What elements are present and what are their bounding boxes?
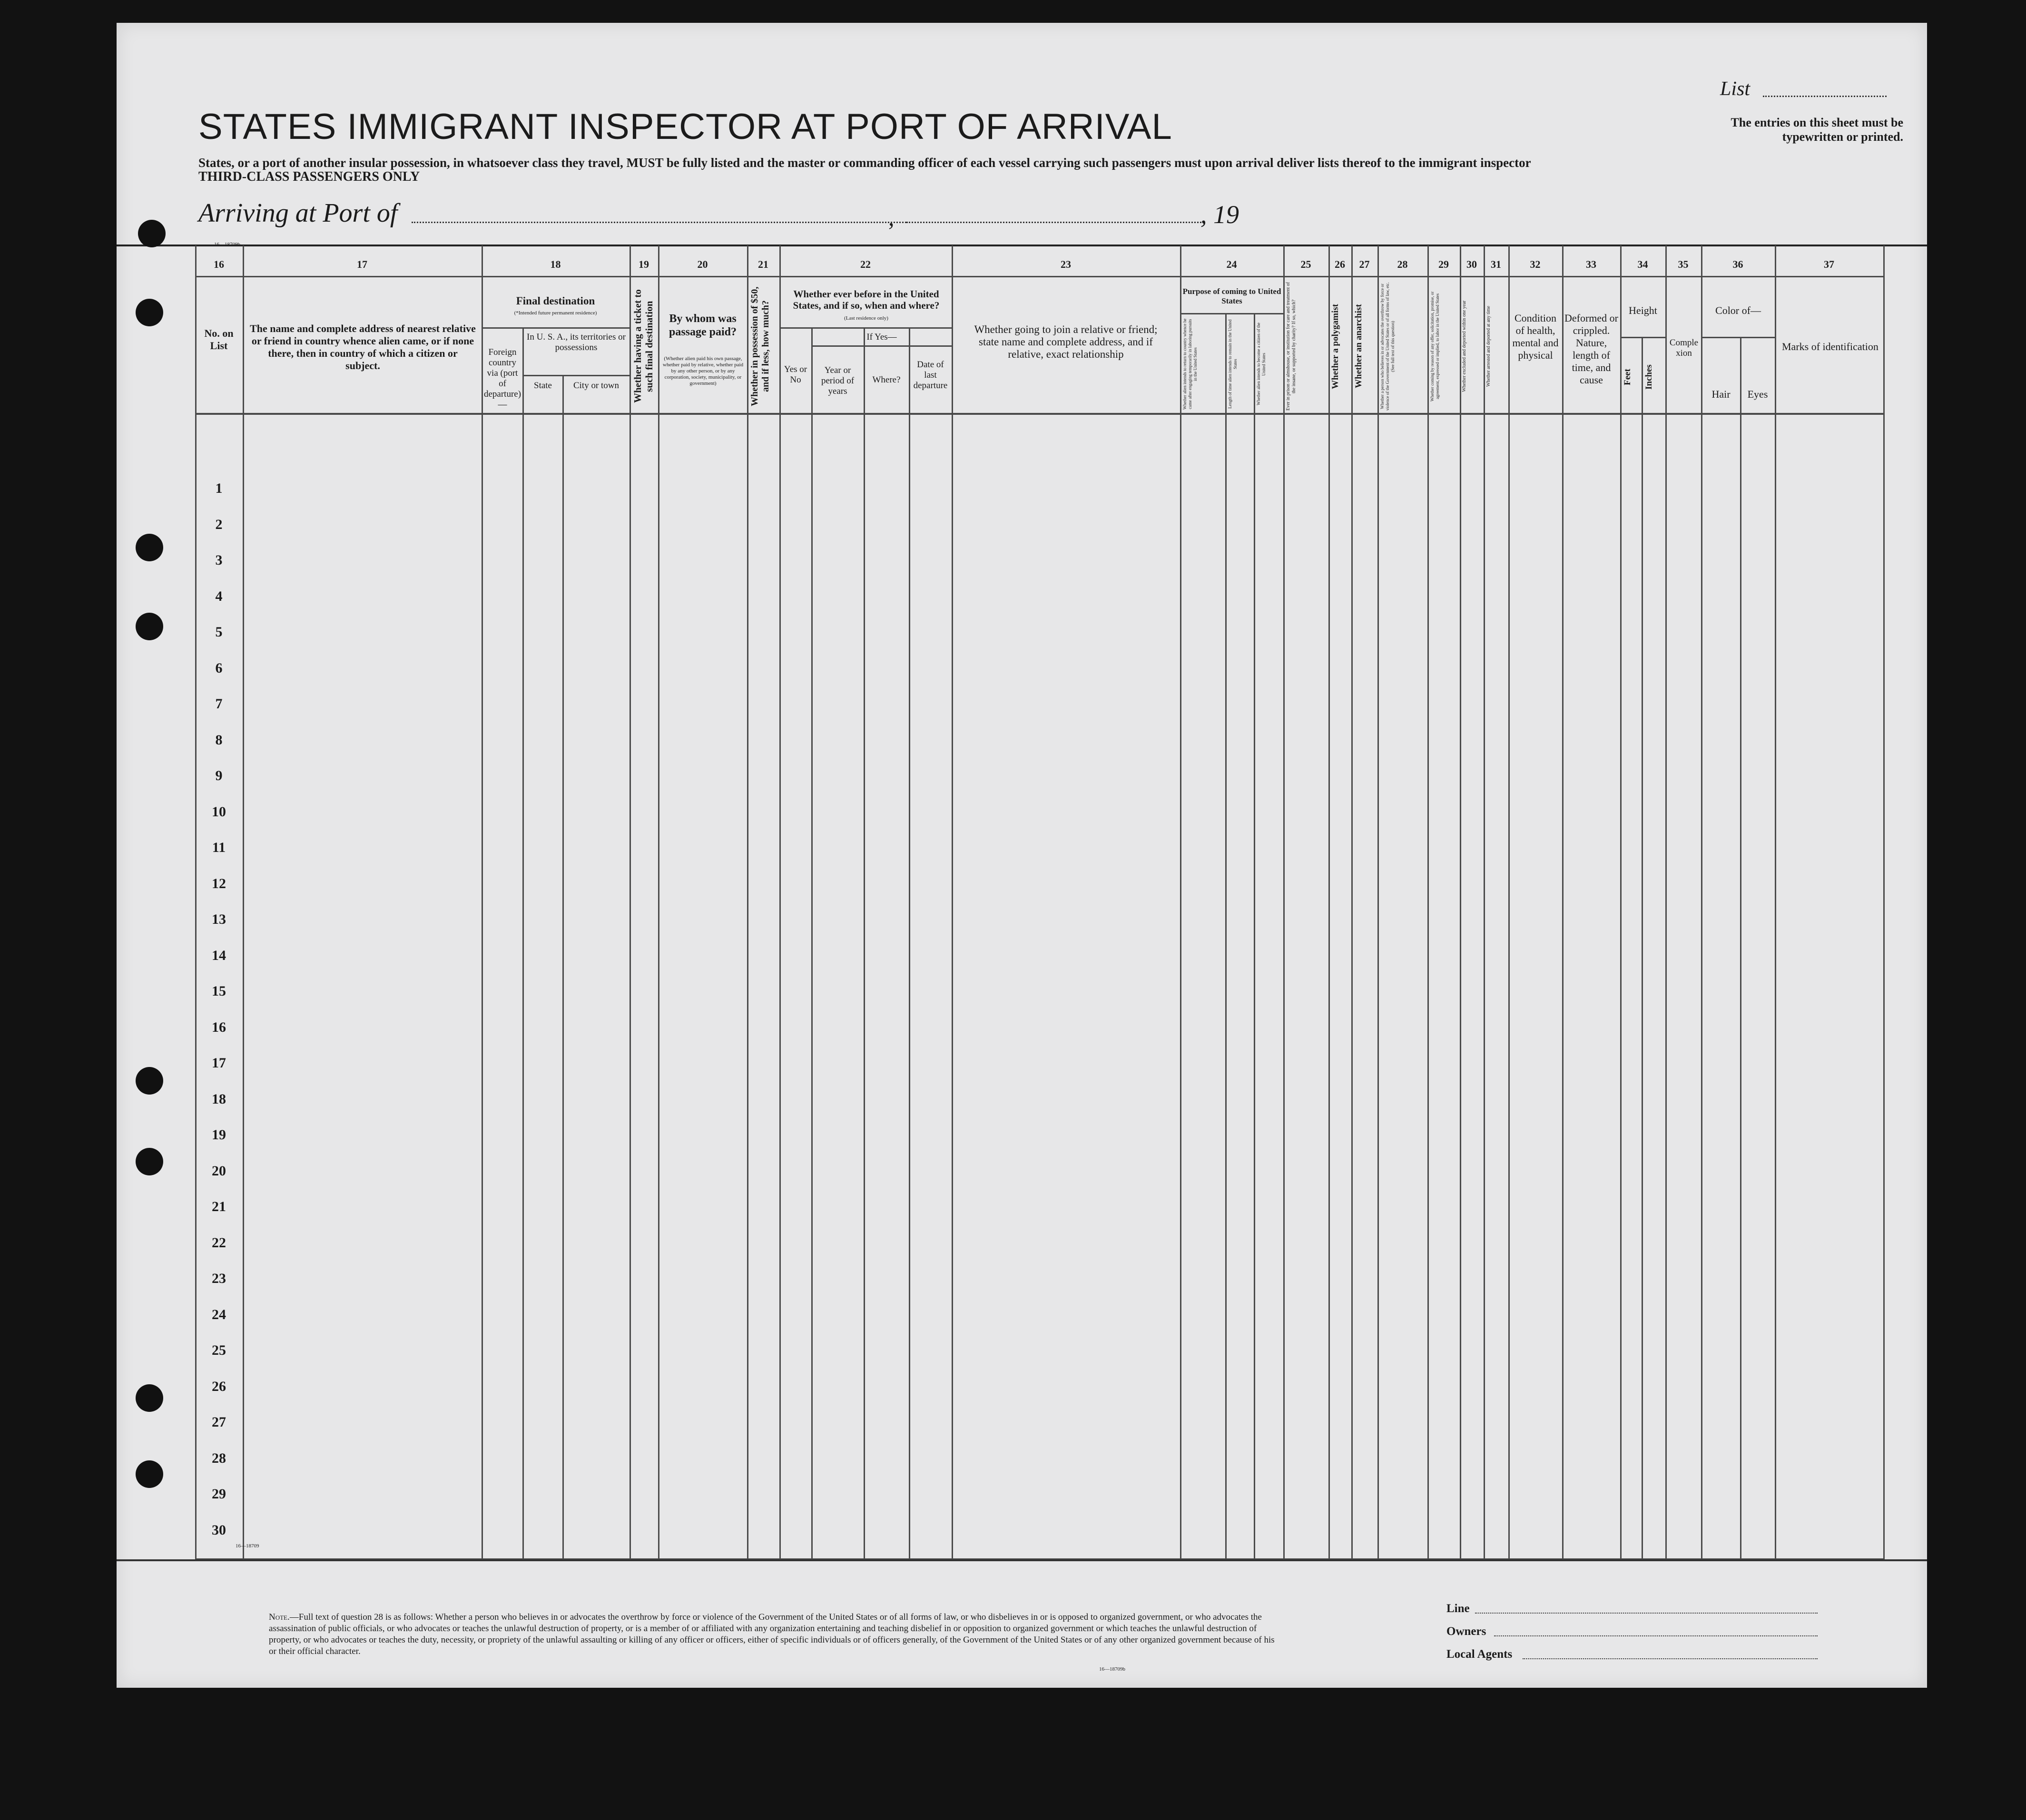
col31-header: Whether arrested and deported at any time xyxy=(1486,306,1491,387)
owners-field[interactable]: Owners xyxy=(1446,1625,1818,1638)
entries-note: The entries on this sheet must be typewritten or printed. xyxy=(1731,116,1903,144)
col35-header: Complexion xyxy=(1669,338,1699,358)
local-agents-field[interactable]: Local Agents xyxy=(1446,1648,1818,1661)
row-number: 6 xyxy=(215,660,223,676)
binder-hole xyxy=(136,1460,163,1488)
form-code-bottom: 16—18709 xyxy=(236,1543,259,1549)
row-number: 11 xyxy=(212,840,226,855)
row-number: 26 xyxy=(212,1378,226,1394)
col20-title: By whom was passage paid? xyxy=(669,313,737,338)
list-field[interactable] xyxy=(1720,78,1906,100)
col25-header: Ever in prison or almshouse, or institution for care and treatment of the insane, or supported by charity? If so, which? xyxy=(1286,282,1297,411)
col18-title: Final destination xyxy=(516,295,595,307)
col22-sub: (Last residence only) xyxy=(844,315,888,321)
col22-year: Year or period of years xyxy=(821,365,855,396)
row-number: 2 xyxy=(215,516,223,532)
binder-hole xyxy=(136,1067,163,1095)
col32-header: Condition of health, mental and physical xyxy=(1512,312,1559,361)
row-number: 18 xyxy=(212,1091,226,1107)
row-number: 7 xyxy=(215,696,223,712)
binder-hole xyxy=(136,1384,163,1412)
col26-header: Whether a polygamist xyxy=(1330,303,1340,389)
row-number: 9 xyxy=(215,768,223,783)
col34-inches: Inches xyxy=(1644,364,1654,390)
col24-c: Whether alien intends to become a citizen of the United States xyxy=(1256,323,1266,406)
instructions-text: States, or a port of another insular possession, in whatsoever class they travel, MUST be fully listed and the master or commanding officer of each vessel carrying such passengers must upon arrival deliver lists thereof to the immigrant inspector xyxy=(198,156,1531,170)
row-number: 16 xyxy=(212,1019,226,1035)
col28-header: Whether a person who believes in or advocates the overthrow by force or violence of the Government of the United States or of all forms of law, etc. (See full text of this question) xyxy=(1380,282,1395,411)
arrival-date-field[interactable] xyxy=(906,222,1201,223)
col34-feet: Feet xyxy=(1623,369,1633,386)
row-number: 1 xyxy=(215,480,223,496)
row-number: 19 xyxy=(212,1127,226,1143)
row-number: 5 xyxy=(215,624,223,640)
col22-yesno: Yes or No xyxy=(784,364,807,385)
binder-hole xyxy=(136,534,163,561)
row-number: 15 xyxy=(212,983,226,999)
col17-header: The name and complete address of nearest relative or friend in country whence alien came, or if none there, then in country of which a citizen or subject. xyxy=(250,323,476,372)
form-title: STATES IMMIGRANT INSPECTOR AT PORT OF ARRIVAL xyxy=(198,107,1172,147)
binder-hole xyxy=(136,1148,163,1175)
row-number: 23 xyxy=(212,1271,226,1286)
col16-header: No. on List xyxy=(204,327,234,352)
line-field[interactable]: Line xyxy=(1446,1602,1818,1615)
col22-title: Whether ever before in the United States, and if so, when and where? xyxy=(793,288,940,311)
binder-hole xyxy=(138,220,166,247)
col19-header: Whether having a ticket to such final destination xyxy=(632,289,655,403)
row-number: 14 xyxy=(212,947,226,963)
col24-title: Purpose of coming to United States xyxy=(1182,287,1281,305)
row-number: 13 xyxy=(212,911,226,927)
binder-hole xyxy=(136,299,163,326)
note-label: Note. xyxy=(269,1612,290,1622)
col18-state: State xyxy=(534,381,552,391)
col29-header: Whether coming by reason of any offer, solicitation, promise, or agreement, expressed or implied, to labor in the United States xyxy=(1430,291,1440,401)
row-number: 8 xyxy=(215,732,223,748)
note-text: —Full text of question 28 is as follows: Whether a person who believes in or advocates the overthrow by force or violence of the Government of the United States or of all forms of law, or who disbelieves in or is opposed to organized government, or who advocates the assassination of public officials, or who advocates or teaches the unlawful destruction of property, or is a member of or affiliated with any organization entertaining and teaching disbelief in or opposition to organized government or which teaches the unlawful destruction of property, or who advocates or teaches the duty, necessity, or propriety of the unlawful assaulting or killing of any officer or officers, either of specific individuals or of officers generally, of the Government of the United States or of any other organized government because of his or their official character. xyxy=(269,1612,1275,1656)
row-number: 4 xyxy=(215,588,223,604)
row-number: 3 xyxy=(215,552,223,568)
row-number: 17 xyxy=(212,1055,226,1071)
row-number: 30 xyxy=(212,1522,226,1538)
manifest-sheet: List The entries on this sheet must be typewritten or printed. STATES IMMIGRANT INSPECTOR AT PORT OF ARRIVAL States, or a port of another insular possession, in whatsoever class they travel, MUST be fully listed and the master or commanding officer of each vessel carrying such passengers must upon arrival deliver lists thereof to the immigrant inspector THIRD-CLASS PASSENGERS ONLY Arriving at Port of , , 19 16 17 18 19 20 21 22 23 24 25 26 27 28 29 30 31 32 33 34 35 36 37 No. on List The name and complete address of nearest relative or friend in country whence alien came, or if none there, then in country of which a citizen or subject. Final destination (*Intended future permanent residence) In U. S. A., its territories or possessions Foreign country via (port of departure)— State City or town Whether having a ticket to such final destination By whom was passage paid? (Whether alien paid his own passage, whether paid by relative, whether paid by any other person, or by any corporation, society, municipality, or government) Whether in possession of $50, and if less, how much? Whether ever before in the United States, and if so, when and where? (Last residence only) If Yes— Yes or No Year or period of years Where? Date of last departure Whether going to join a relative or friend; state name and complete address, and if relative, exact relationship Purpose of coming to United States Whether alien intends to return to country whence he came after engaging temporarily in laboring pursuits in the United States Length of time alien intends to remain in the United States Whether alien intends to become a citizen of the United States Ever in prison or almshouse, or institution for care and treatment of the insane, or supported by charity? If so, which? Whether a polygamist Whether an anarchist Whether a person who believes in or advocates the overthrow by force or violence of the Government of the United States or of all forms of law, etc. (See full text of this question) Whether coming by reason of any offer, solicitation, promise, or agreement, expressed or implied, to labor in the United States Whether excluded and deported within one year Whether arrested and deported at any time Condition of health, mental and physical Deformed or crippled. Nature, length of time, and cause Height Feet Inches Complexion Color of— Hair Eyes Marks of identification 1 2 3 4 5 6 7 8 9 10 11 12 13 14 15 16 17 18 19 20 21 22 23 24 25 26 27 28 29 30 16—18709 Note.—Full text of question 28 is as follows: Whether a person who believes in or advocates the overthrow by force or violence of the Government of the United States or of all forms of law, or who disbelieves in or is opposed to organized government, or who advocates the assassination of public officials, or who advocates or teaches the unlawful destruction of property, or is a member of or affiliated with any organization entertaining and teaching disbelief in or opposition to organized government or which teaches the unlawful destruction of property, or who advocates or teaches the duty, necessity, or propriety of the unlawful assaulting or killing of any officer or officers, either of specific individuals or of officers generally, of the Government of the United States or of any other organized government because of his or their official character. 16—18709b Line Owners Local Agents xyxy=(117,23,1927,1688)
year-prefix: , 19 xyxy=(1200,200,1239,229)
col22-ifyes: If Yes— xyxy=(866,332,897,342)
col21-header: Whether in possession of $50, and if less, how much? xyxy=(749,286,771,406)
col22-date: Date of last departure xyxy=(913,360,948,391)
row-number: 28 xyxy=(212,1450,226,1466)
col36-eyes: Eyes xyxy=(1747,388,1768,400)
row-number: 22 xyxy=(212,1234,226,1251)
binder-hole xyxy=(136,613,163,640)
col33-header: Deformed or crippled. Nature, length of time, and cause xyxy=(1564,312,1618,386)
row-number: 25 xyxy=(212,1342,226,1358)
col24-b: Length of time alien intends to remain in the United States xyxy=(1228,319,1238,409)
row-number: 24 xyxy=(212,1306,226,1322)
col36-title: Color of— xyxy=(1715,304,1761,316)
col18-foreign: Foreign country via (port of departure)— xyxy=(483,347,521,410)
col24-a: Whether alien intends to return to country whence he came after engaging temporarily in laboring pursuits in the United States xyxy=(1182,318,1198,410)
col18-city: City or town xyxy=(573,381,620,391)
row-number: 27 xyxy=(212,1414,226,1430)
class-line: THIRD-CLASS PASSENGERS ONLY xyxy=(198,169,420,184)
row-number: 12 xyxy=(212,875,226,891)
port-of-arrival-field[interactable] xyxy=(412,222,906,223)
col30-header: Whether excluded and deported within one year xyxy=(1462,300,1467,392)
col37-header: Marks of identification xyxy=(1782,341,1878,352)
col22-where: Where? xyxy=(872,375,901,385)
row-number: 10 xyxy=(212,803,226,820)
arriving-label: Arriving at Port of xyxy=(198,198,398,228)
col18-sub: (*Intended future permanent residence) xyxy=(514,310,597,316)
col20-note: (Whether alien paid his own passage, whether paid by relative, whether paid by any other person, or by any corporation, society, municipality, or government) xyxy=(662,356,744,386)
note-code: 16—18709b xyxy=(1099,1666,1125,1672)
list-label: List xyxy=(1720,78,1751,100)
col23-header: Whether going to join a relative or friend; state name and complete address, and if relative, exact relationship xyxy=(974,323,1158,360)
col18-usa: In U. S. A., its territories or possessions xyxy=(527,332,626,352)
row-number: 21 xyxy=(212,1199,226,1214)
question-28-note xyxy=(269,1612,1282,1657)
col34-title: Height xyxy=(1629,304,1657,316)
col36-hair: Hair xyxy=(1711,388,1731,400)
col27-header: Whether an anarchist xyxy=(1354,304,1364,389)
row-number: 29 xyxy=(212,1486,226,1502)
row-number: 20 xyxy=(212,1163,226,1179)
